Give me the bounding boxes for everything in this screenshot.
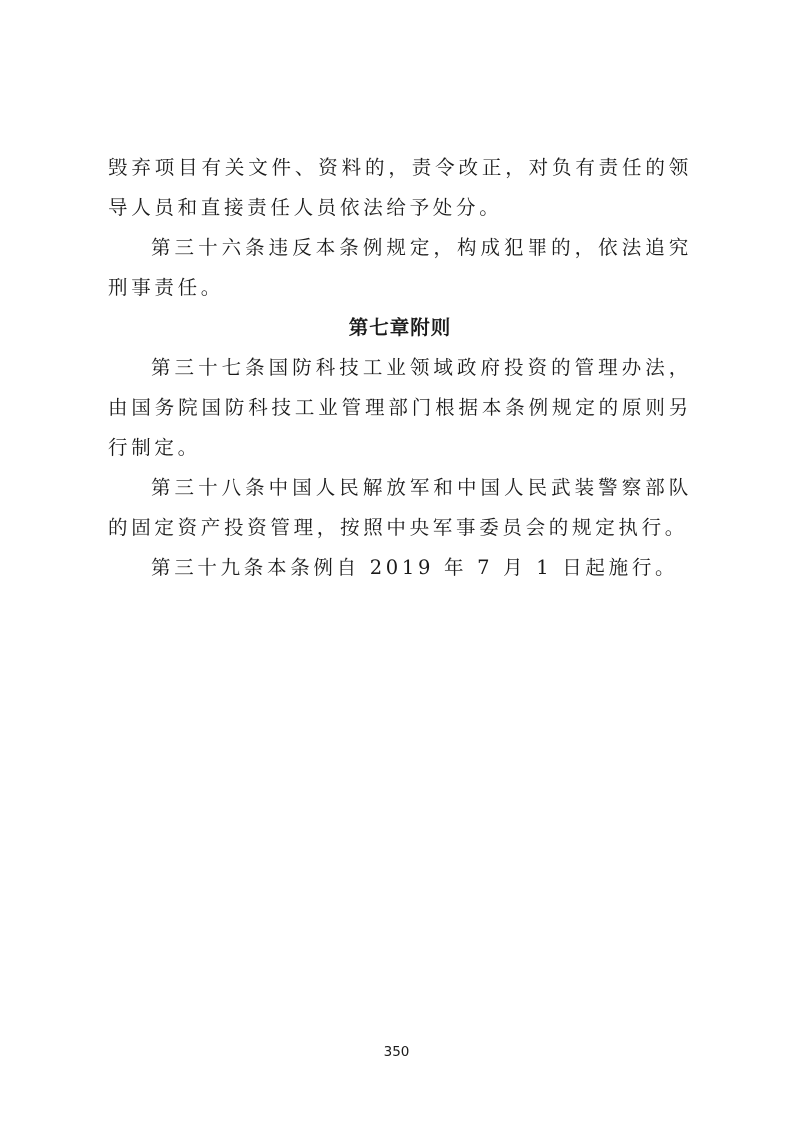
page-number: 350 [383, 1044, 410, 1060]
paragraph-article-36: 第三十六条违反本条例规定，构成犯罪的，依法追究刑事责任。 [108, 236, 692, 299]
paragraph-article-38: 第三十八条中国人民解放军和中国人民武装警察部队的固定资产投资管理，按照中央军事委员会的规定执行。 [108, 476, 692, 539]
chapter-heading: 第七章附则 [348, 316, 452, 339]
paragraph-article-37: 第三十七条国防科技工业领域政府投资的管理办法，由国务院国防科技工业管理部门根据本条例规定的原则另行制定。 [108, 356, 692, 459]
document-body [108, 148, 692, 588]
paragraph-continuation: 毁弃项目有关文件、资料的，责令改正，对负有责任的领导人员和直接责任人员依法给予处分。 [108, 156, 692, 219]
paragraph-article-39: 第三十九条本条例自 2019 年 7 月 1 日起施行。 [151, 556, 679, 579]
